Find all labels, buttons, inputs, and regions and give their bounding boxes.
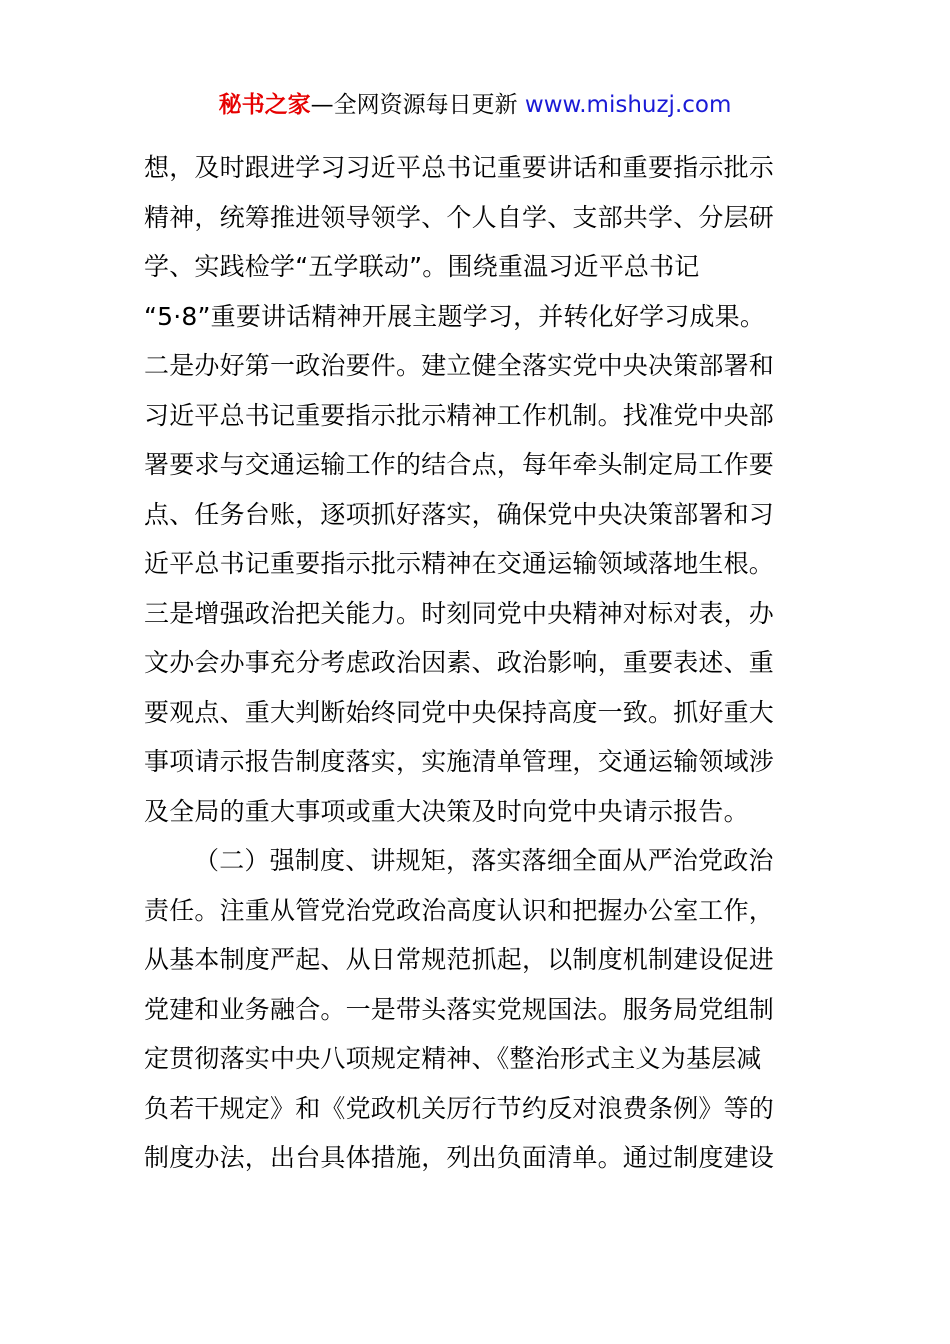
text-line: 定贯彻落实中央八项规定精神、《整治形式主义为基层减 — [144, 1044, 762, 1073]
text-line: 制度办法，出台具体措施，列出负面清单。通过制度建设 — [144, 1143, 775, 1172]
document-body — [144, 143, 809, 1183]
text-line: 及全局的重大事项或重大决策及时向党中央请示报告。 — [144, 796, 749, 826]
text-line: 署要求与交通运输工作的结合点，每年牵头制定局工作要 — [144, 450, 775, 479]
section-heading-line: （二）强制度、讲规矩，落实落细全面从严治党政治 — [194, 846, 774, 875]
text-line: 负若干规定》和《党政机关厉行节约反对浪费条例》等的 — [144, 1093, 775, 1123]
text-line: 三是增强政治把关能力。时刻同党中央精神对标对表，办 — [144, 598, 775, 628]
website-link[interactable]: www.mishuzj.com — [524, 92, 732, 118]
text-line: 精神，统筹推进领导领学、个人自学、支部共学、分层研 — [144, 202, 775, 232]
header-tagline: —全网资源每日更新 — [310, 92, 518, 118]
text-line: 习近平总书记重要指示批示精神工作机制。找准党中央部 — [144, 400, 775, 430]
text-line: 党建和业务融合。一是带头落实党规国法。服务局党组制 — [144, 994, 775, 1024]
text-line: 想，及时跟进学习习近平总书记重要讲话和重要指示批示 — [144, 153, 775, 182]
text-line: 学、实践检学“五学联动”。围绕重温习近平总书记 — [144, 252, 700, 281]
text-line: 点、任务台账，逐项抓好落实，确保党中央决策部署和习 — [144, 499, 775, 529]
text-line: “5·8”重要讲话精神开展主题学习，并转化好学习成果。 — [144, 301, 766, 331]
brand-name: 秘书之家 — [218, 92, 311, 118]
page-header — [0, 88, 950, 122]
text-line: 近平总书记重要指示批示精神在交通运输领域落地生根。 — [144, 549, 775, 578]
text-line: 从基本制度严起、从日常规范抓起，以制度机制建设促进 — [144, 945, 775, 974]
text-line: 责任。注重从管党治党政治高度认识和把握办公室工作， — [144, 895, 775, 925]
text-line: 事项请示报告制度落实，实施清单管理，交通运输领域涉 — [144, 747, 775, 776]
text-line: 二是办好第一政治要件。建立健全落实党中央决策部署和 — [144, 351, 775, 380]
text-line: 文办会办事充分考虑政治因素、政治影响，重要表述、重 — [144, 648, 775, 677]
text-line: 要观点、重大判断始终同党中央保持高度一致。抓好重大 — [144, 697, 775, 727]
